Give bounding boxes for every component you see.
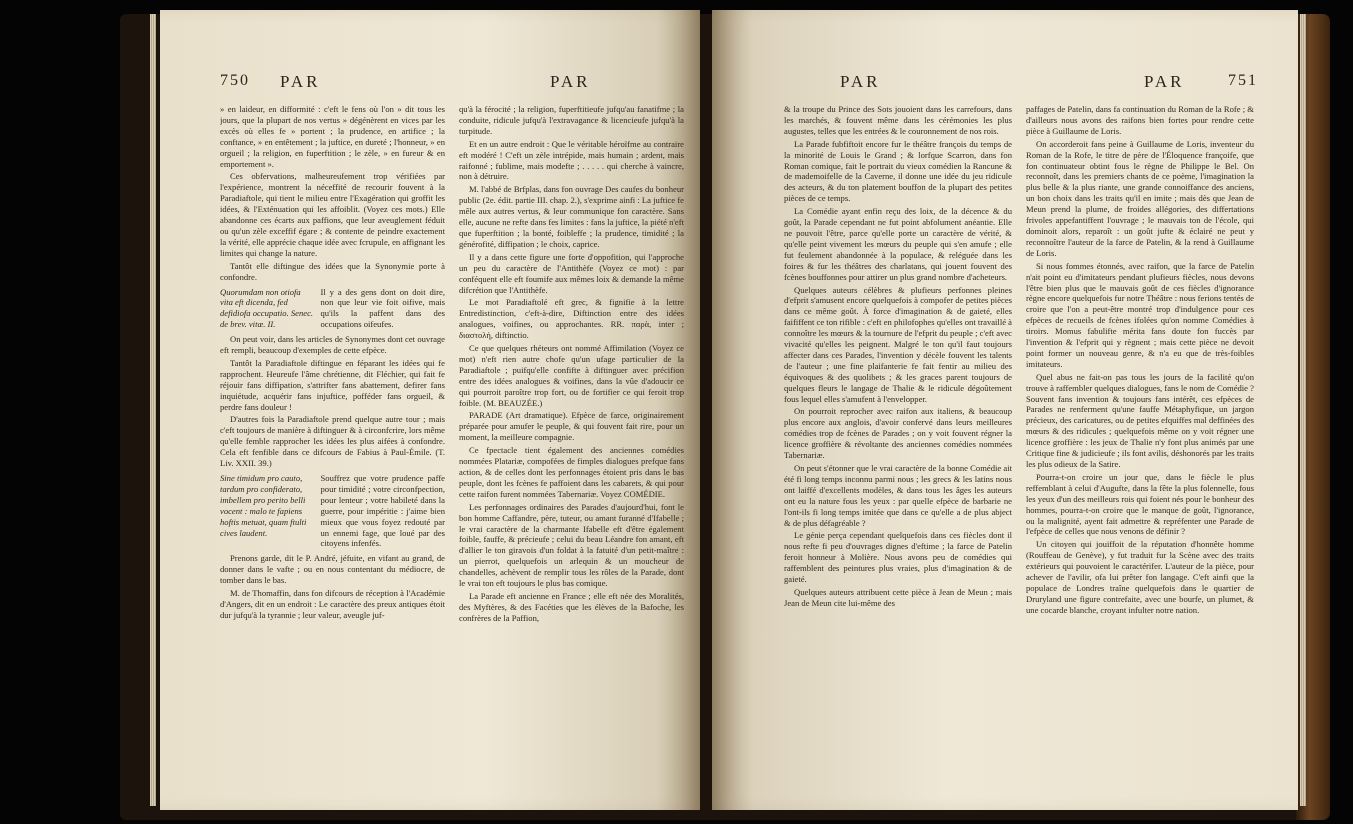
running-head-right-1: PAR: [840, 72, 881, 91]
paragraph: Un citoyen qui jouiffoit de la réputation d'honnête homme (Rouffeau de Genève), y fut traduit fur la Scène avec des traits extérieurs qui pouvoient le caractérifer. L'auteur de la pièce, pour achever de l'avilir, ofa lui prêter fon langage. C'eft ainfi que la populace de Londres traîne quelquefois dans le quartier de Druryland une figure contrefaite, avec une bourfe, un plumet, & une cocarde blanche, croyant infulter notre nation.: [1026, 539, 1254, 615]
latin-quote-block: [220, 473, 445, 549]
paragraph: Il y a dans cette figure une forte d'oppofition, qui l'approche un peu du caractère de l'Antithèfe (Voyez ce mot) : par conféquent elle eft foumife aux mêmes loix & demande la même difcrétion que l'Antithèfe.: [459, 251, 684, 295]
paragraph: D'autres fois la Paradiaftole prend quelque autre tour ; mais c'eft toujours de manière à diftinguer & à circonfcrire, lors même qu'elle femble rapprocher les idées les plus aifées à confondre. Cela eft fenfible dans ce difcours de Fabius à Paul-Émile. (T. Liv. XXII. 39.): [220, 414, 445, 469]
page-number-left: 750: [220, 72, 250, 89]
right-column-1: [784, 104, 1012, 800]
paragraph: Quelques auteurs attribuent cette pièce à Jean de Meun ; mais Jean de Meun cite lui-même des: [784, 586, 1012, 608]
paragraph: & la troupe du Prince des Sots jouoient dans les carrefours, dans les marchés, & fouvent même dans les cérémonies les plus augustes, telles que les entrées & le couronnement de nos rois.: [784, 104, 1012, 136]
latin-quote-text: Sine timidum pro cauto, tardum pro confiderato, imbellem pro perito belli vocent : malo te fapiens hoftis metuat, quam ftulti cives laudent.: [220, 473, 307, 538]
paragraph: paffages de Patelin, dans fa continuation du Roman de la Rofe ; & d'ailleurs nous avons des raifons bien fortes pour rendre cette pièce à Guillaume de Loris.: [1026, 104, 1254, 136]
paragraph: La Comédie ayant enfin reçu des loix, de la décence & du goût, la Parade cependant ne fut point abfolument anéantie. Elle ne pouvoit l'être, parce qu'elle porte un caractère de vérité, & qu'elle peint vivement les mœurs du peuple qui s'en amufe ; elle fut feulement abandonnée à la populace, & reléguée dans les foires & fur les théâtres des charlatans, qui jouent fouvent des fcènes bouffonnes pour attirer un plus grand nombre d'acheteurs.: [784, 206, 1012, 282]
paragraph: M. de Thomaffin, dans fon difcours de réception à l'Académie d'Angers, dit en un endroit : Le caractère des preux antiques étoit dur jufqu'à la tyrannie ; leur valeur, aveugle juf-: [220, 588, 445, 620]
left-page: [160, 10, 700, 810]
latin-quote-text: Quorumdam non otiofa vita eft dicenda, fed defidiofa occupatio. Senec. de brev. vitæ. II.: [220, 286, 314, 330]
paragraph: On peut voir, dans les articles de Synonymes dont cet ouvrage eft rempli, beaucoup d'exemples de cette efpèce.: [220, 334, 445, 356]
french-translation-text: Il y a des gens dont on doit dire, non que leur vie foit oifive, mais qu'ils la paffent dans des occupations oifeufes.: [320, 286, 445, 330]
paragraph: Tantôt la Paradiaftole diftingue en féparant les idées qui fe rapprochent. Heureufe l'âme chrétienne, dit Fléchier, qui fait fe réjouir fans diffipation, s'attrifter fans abattement, defirer fans inquiétude, acquérir fans injuftice, pofféder fans orgueil, & perdre fans douleur !: [220, 357, 445, 412]
right-page: [712, 10, 1298, 810]
paragraph: Quel abus ne fait-on pas tous les jours de la facilité qu'on trouve à raffembler quelques dialogues, fans le nom de Comédie ? Souvent fans invention & toujours fans intérêt, ces efpèces de Parades ne renferment qu'une fauffe Métaphyfique, un jargon précieux, des caricatures, ou de petites efquiffes mal deffinées des mœurs & des ridicules ; quelquefois même on y voit régner une licence groffière : les jeux de Thalie n'y font plus animés par une Critique fine & judicieufe ; ils font avilis, déshonorés par les traits les plus odieux de la Satire.: [1026, 371, 1254, 469]
paragraph: Les perfonnages ordinaires des Parades d'aujourd'hui, font le bon homme Caffandre, père, tuteur, ou amant furanné d'Ifabelle ; le vrai caractère de la charmante Ifabelle eft d'être également foible, fauffe, & précieufe ; celui du beau Léandre fon amant, eft d'allier le ton giravois d'un foldat à la fatuité d'un petit-maître : un pierrot, quelquefois un arlequin & un moucheur de chandelles, achèvent de remplir tous les rôles de la Parade, dont le vrai ton eft toujours le plus bas comique.: [459, 501, 684, 589]
french-translation-text: Souffrez que votre prudence paffe pour timidité ; votre circonfpection, pour lenteur ; votre habileté dans la guerre, pour impéritie : j'aime bien mieux que vous foyez redouté par un ennemi fage, que loué par des citoyens infenfés.: [320, 473, 445, 549]
paragraph: La Parade eft ancienne en France ; elle eft née des Moralités, des Myftères, & des Facéties que les élèves de la Bafoche, les confrères de la Paffion,: [459, 590, 684, 623]
page-number-right: 751: [1228, 72, 1258, 89]
running-head-left-1: PAR: [280, 72, 321, 91]
paragraph: Ce que quelques rhéteurs ont nommé Affimilation (Voyez ce mot) n'eft rien autre chofe qu'un ufage particulier de la Paradiaftole ; puifqu'elle confifte à diftinguer avec précifion entre des idées analogues & voifines, dans la vûe d'adoucir ce qui pourroit paroître trop fort, ou de fortifier ce qui feroit trop foible. (M. BEAUZÉE.): [459, 343, 684, 408]
running-head-left-2: PAR: [550, 72, 591, 91]
paragraph: qu'à la férocité ; la religion, fuperftitieufe jufqu'au fanatifme ; la conduite, ridicule jufqu'à l'extravagance & licencieufe jufqu'à la turpitude.: [459, 104, 684, 136]
page-edges-right: [1300, 14, 1306, 806]
latin-quote-block: [220, 287, 445, 331]
paragraph: Pourra-t-on croire un jour que, dans le fiècle le plus reffemblant à celui d'Augufte, dans la fête la plus folennelle, fous les yeux d'un des meilleurs rois qui foient nés pour le bonheur des hommes, pourra-t-on croire que le manque de goût, l'ignorance, ou la malignité, ayent fait admettre & repréfenter une Parade de l'efpèce de celles que nous venons de définir ?: [1026, 471, 1254, 537]
paragraph: » en laideur, en difformité : c'eft le fens où l'on » dit tous les jours, que la plupart de nos vertus » dégénèrent en vices par les excès où elles fe » portent ; la prudence, en artifice ; la conftance, » en entêtement ; la juftice, en dureté ; l'honneur, » en orgueil ; la religion, en fuperftition ; le zèle, » en fureur & en emportement ».: [220, 104, 445, 169]
right-page-columns: [784, 104, 1254, 800]
paragraph: M. l'abbé de Brfplas, dans fon ouvrage Des caufes du bonheur public (2e. édit. partie III. chap. 2.), s'exprime ainfi : La juftice fe mêle aux autres vertus, & leur communique fon caractère. Sans elle, aucune ne refte dans fes limites : fans la juftice, la piété n'eft que fuperftition ; la bonté, foibleffe ; la prudence, timidité ; la générofité, diffipation ; le choix, caprice.: [459, 184, 684, 249]
paragraph: Tantôt elle diftingue des idées que la Synonymie porte à confondre.: [220, 260, 445, 282]
left-page-columns: [220, 104, 684, 800]
left-column-1: [220, 104, 445, 800]
paragraph: On accorderoit fans peine à Guillaume de Loris, inventeur du Roman de la Rofe, le titre de père de l'Éloquence françoife, que fon continuateur obtint fous le règne de Philippe le Bel. On reconnoît, dans les premiers chants de ce poème, l'imagination la plus belle & la plus riante, une grande connoiffance des anciens, un bon choix dans les traits qu'il en imite ; mais dès que Jean de Meun prend la plume, de froides allégories, des differtations frivoles appefantiffent l'ouvrage ; le mauvais ton de l'école, qui dominoit alors, reparoît : un goût jufte & éclairé ne peut y reconnoître l'auteur de la farce de Patelin, & la rend à Guillaume de Loris.: [1026, 138, 1254, 258]
page-edges-left: [150, 14, 156, 806]
paragraph: On pourroit reprocher avec raifon aux italiens, & beaucoup plus encore aux anglois, d'avoir confervé dans leurs meilleures comédies trop de fcènes de Parades ; on y voit fouvent régner la licence groffière & révoltante des anciennes comédies nommées Tabernariæ.: [784, 406, 1012, 461]
paragraph: Quelques auteurs célèbres & plufieurs perfonnes pleines d'efprit s'amusent encore quelquefois à compofer de petites pièces dans ce même goût. À force d'imagination & de gaieté, elles faififfent ce ton rifible : c'eft en philofophes qu'elles ont travaillé à connoître les mœurs & la tournure de l'efprit du peuple ; c'eft avec vivacité qu'elles les peignent. Malgré le ton qu'il faut toujours affecter dans ces Parades, l'invention y décèle fouvent les talents de l'auteur ; une fine plaifanterie fe fait fentir au milieu des équivoques & des quolibets ; & les graces parent toujours de quelques fleurs le langage de Thalie & le ridicule dégoûtement fous lequel elles s'amufent à l'envelopper.: [784, 284, 1012, 404]
paragraph: La Parade fubfiftoit encore fur le théâtre françois du temps de la minorité de Louis le Grand ; & lorfque Scarron, dans fon Roman comique, fait le portrait du vieux comédien la Rancune & de mademoifelle de la Caverne, il donne une idée du jeu ridicule des acteurs, & du ton platement bouffon de la plupart des petites pièces de ce temps.: [784, 138, 1012, 204]
right-column-2: [1026, 104, 1254, 800]
paragraph: Et en un autre endroit : Que le véritable héroïfme au contraire eft modéré ! C'eft un zèle intrépide, mais humain ; ardent, mais raifonné ; fublime, mais modefte ; . . . . . qui cherche à vaincre, non à détruire.: [459, 138, 684, 182]
paragraph: Ce fpectacle tient également des anciennes comédies nommées Platariæ, compofées de fimples dialogues prefque fans action, & de celles dont les perfonnages étoient pris dans le bas peuple, dont les fcènes fe paffoient dans les cabarets, & qui pour cette raifon furent nommées Tabernariæ. Voyez COMÉDIE.: [459, 445, 684, 499]
paragraph: PARADE (Art dramatique). Efpèce de farce, originairement préparée pour amufer le peuple, & qui fouvent fait rire, pour un moment, la meilleure compagnie.: [459, 410, 684, 443]
paragraph: On peut s'étonner que le vrai caractère de la bonne Comédie ait été fi long temps inconnu parmi nous ; les grecs & les latins nous ont laiffé d'excellents modèles, & dans tous les âges les auteurs ont eu la nature fous les yeux : par quelle efpèce de barbarie ne l'ont-ils fi long temps imitée que dans ce qu'elle a de plus abject & de plus défagréable ?: [784, 463, 1012, 528]
left-column-2: [459, 104, 684, 800]
right-page-header: [784, 72, 1258, 94]
paragraph: Si nous fommes étonnés, avec raifon, que la farce de Patelin n'ait point eu d'imitateurs pendant plufieurs fiècles, nous devons l'être bien plus que le mauvais goût de ces fiècles d'ignorance règne encore quelquefois fur notre Théâtre : nous ferions tentés de croire que l'on a peut-être montré trop d'indulgence pour ces efpèces de recueils de fcènes ifolées qu'on nomme Comédies à tiroirs. Momus fabulifte mérita fans doute fon fuccès par l'invention & l'efprit qui y règnent ; mais cette pièce ne devoit point former un nouveau genre, & n'a eu que de très-foibles imitateurs.: [1026, 260, 1254, 369]
left-page-header: [220, 72, 686, 94]
running-head-right-2: PAR: [1144, 72, 1185, 91]
paragraph: Le génie perça cependant quelquefois dans ces fiècles dont il nous refte fi peu d'ouvrages dignes d'eftime ; la farce de Patelin feroit honneur à Molière. Nous avons peu de comédies qui raffemblent des peintures plus vraies, plus d'imagination & de gaieté.: [784, 530, 1012, 585]
paragraph: Prenons garde, dit le P. André, jéfuite, en vifant au grand, de donner dans le vafte ; ou en nous contentant du médiocre, de tomber dans le bas.: [220, 553, 445, 586]
paragraph: Le mot Paradiaftolé eft grec, & fignifie à la lettre Entredistinction, c'eft-à-dire, Diftinction entre des idées analogues, voifines, ou approchantes. RR. παρὰ, inter ; διαστολή, diftinctio.: [459, 297, 684, 341]
paragraph: Ces obfervations, malheureufement trop vérifiées par l'expérience, montrent la néceffité de recourir fouvent à la Paradiaftole, qui tient le milieu entre l'Exagération qui groffit les idées, & l'Exténuation qui les affoiblit. (Voyez ces mots.) Elle abandonne ces écarts aux paffions, que leur aveuglement féduit ou qu'un zèle exceffif égare ; & contente de peindre exactement la vérité, elle apprécie chaque idée avec fcrupule, en affignant les limites qui change la nature.: [220, 171, 445, 258]
